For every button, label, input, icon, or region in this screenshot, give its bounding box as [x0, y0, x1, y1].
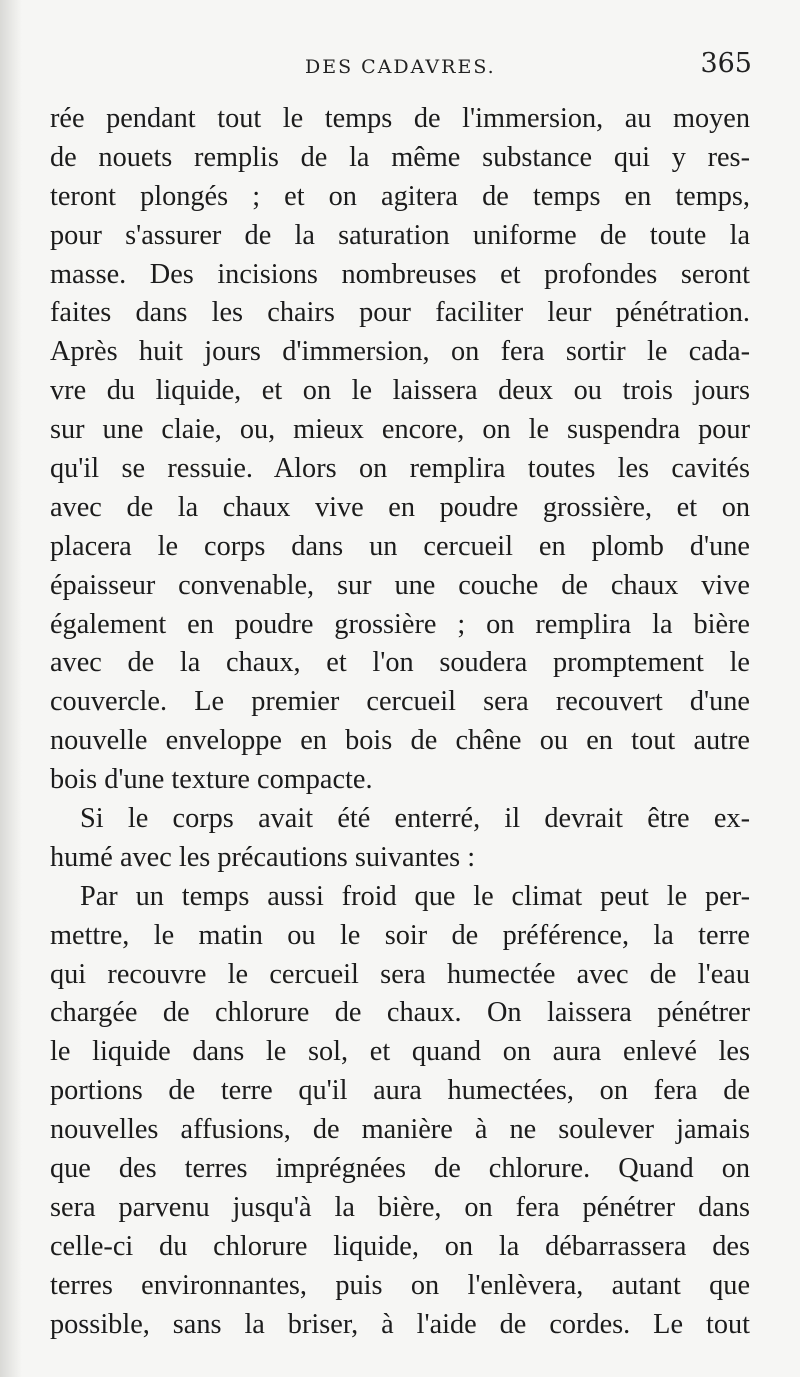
text-line: celle-ci du chlorure liquide, on la débarrassera des [50, 1230, 750, 1262]
text-line: le liquide dans le sol, et quand on aura enlevé les [50, 1036, 750, 1068]
text-line: faites dans les chairs pour faciliter leur pénétration. [50, 297, 750, 329]
text-line: avec de la chaux vive en poudre grossière, et on [50, 491, 750, 523]
text-line: pour s'assurer de la saturation uniforme de toute la [50, 219, 750, 251]
text-line: couvercle. Le premier cercueil sera recouvert d'une [50, 686, 750, 718]
text-line: avec de la chaux, et l'on soudera promptement le [50, 647, 750, 679]
text-line: portions de terre qu'il aura humectées, on fera de [50, 1075, 750, 1107]
text-line: teront plongés ; et on agitera de temps en temps, [50, 180, 750, 212]
text-line: également en poudre grossière ; on remplira la bière [50, 608, 750, 640]
text-line: sur une claie, ou, mieux encore, on le suspendra pour [50, 414, 750, 446]
page-gutter-shadow [0, 0, 22, 1377]
text-line: qu'il se ressuie. Alors on remplira toutes les cavités [50, 453, 750, 485]
text-line: Par un temps aussi froid que le climat peut le per- [80, 880, 750, 912]
page-header [50, 48, 752, 88]
body-text [50, 100, 750, 1345]
text-line: sera parvenu jusqu'à la bière, on fera pénétrer dans [50, 1191, 750, 1223]
text-line: placera le corps dans un cercueil en plomb d'une [50, 530, 750, 562]
text-line: possible, sans la briser, à l'aide de cordes. Le tout [50, 1308, 750, 1340]
text-line: épaisseur convenable, sur une couche de chaux vive [50, 569, 750, 601]
text-line: Si le corps avait été enterré, il devrait être ex- [80, 803, 750, 835]
text-line: qui recouvre le cercueil sera humectée avec de l'eau [50, 958, 750, 990]
running-title: DES CADAVRES. [305, 56, 496, 78]
text-line: nouvelles affusions, de manière à ne soulever jamais [50, 1114, 750, 1146]
text-line: Après huit jours d'immersion, on fera sortir le cada- [50, 336, 750, 368]
text-line: terres environnantes, puis on l'enlèvera, autant que [50, 1269, 750, 1301]
page-number: 365 [700, 48, 752, 79]
text-line: chargée de chlorure de chaux. On laissera pénétrer [50, 997, 750, 1029]
text-line: rée pendant tout le temps de l'immersion, au moyen [50, 103, 750, 134]
text-line: humé avec les précautions suivantes : [50, 841, 476, 873]
text-line: nouvelle enveloppe en bois de chêne ou en tout autre [50, 725, 750, 757]
text-line: que des terres imprégnées de chlorure. Quand on [50, 1153, 750, 1185]
text-line: bois d'une texture compacte. [50, 764, 373, 796]
text-line: vre du liquide, et on le laissera deux ou trois jours [50, 375, 750, 407]
text-line: masse. Des incisions nombreuses et profondes seront [50, 258, 750, 290]
text-line: mettre, le matin ou le soir de préférence, la terre [50, 919, 750, 951]
text-line: de nouets remplis de la même substance qui y res- [50, 141, 750, 173]
